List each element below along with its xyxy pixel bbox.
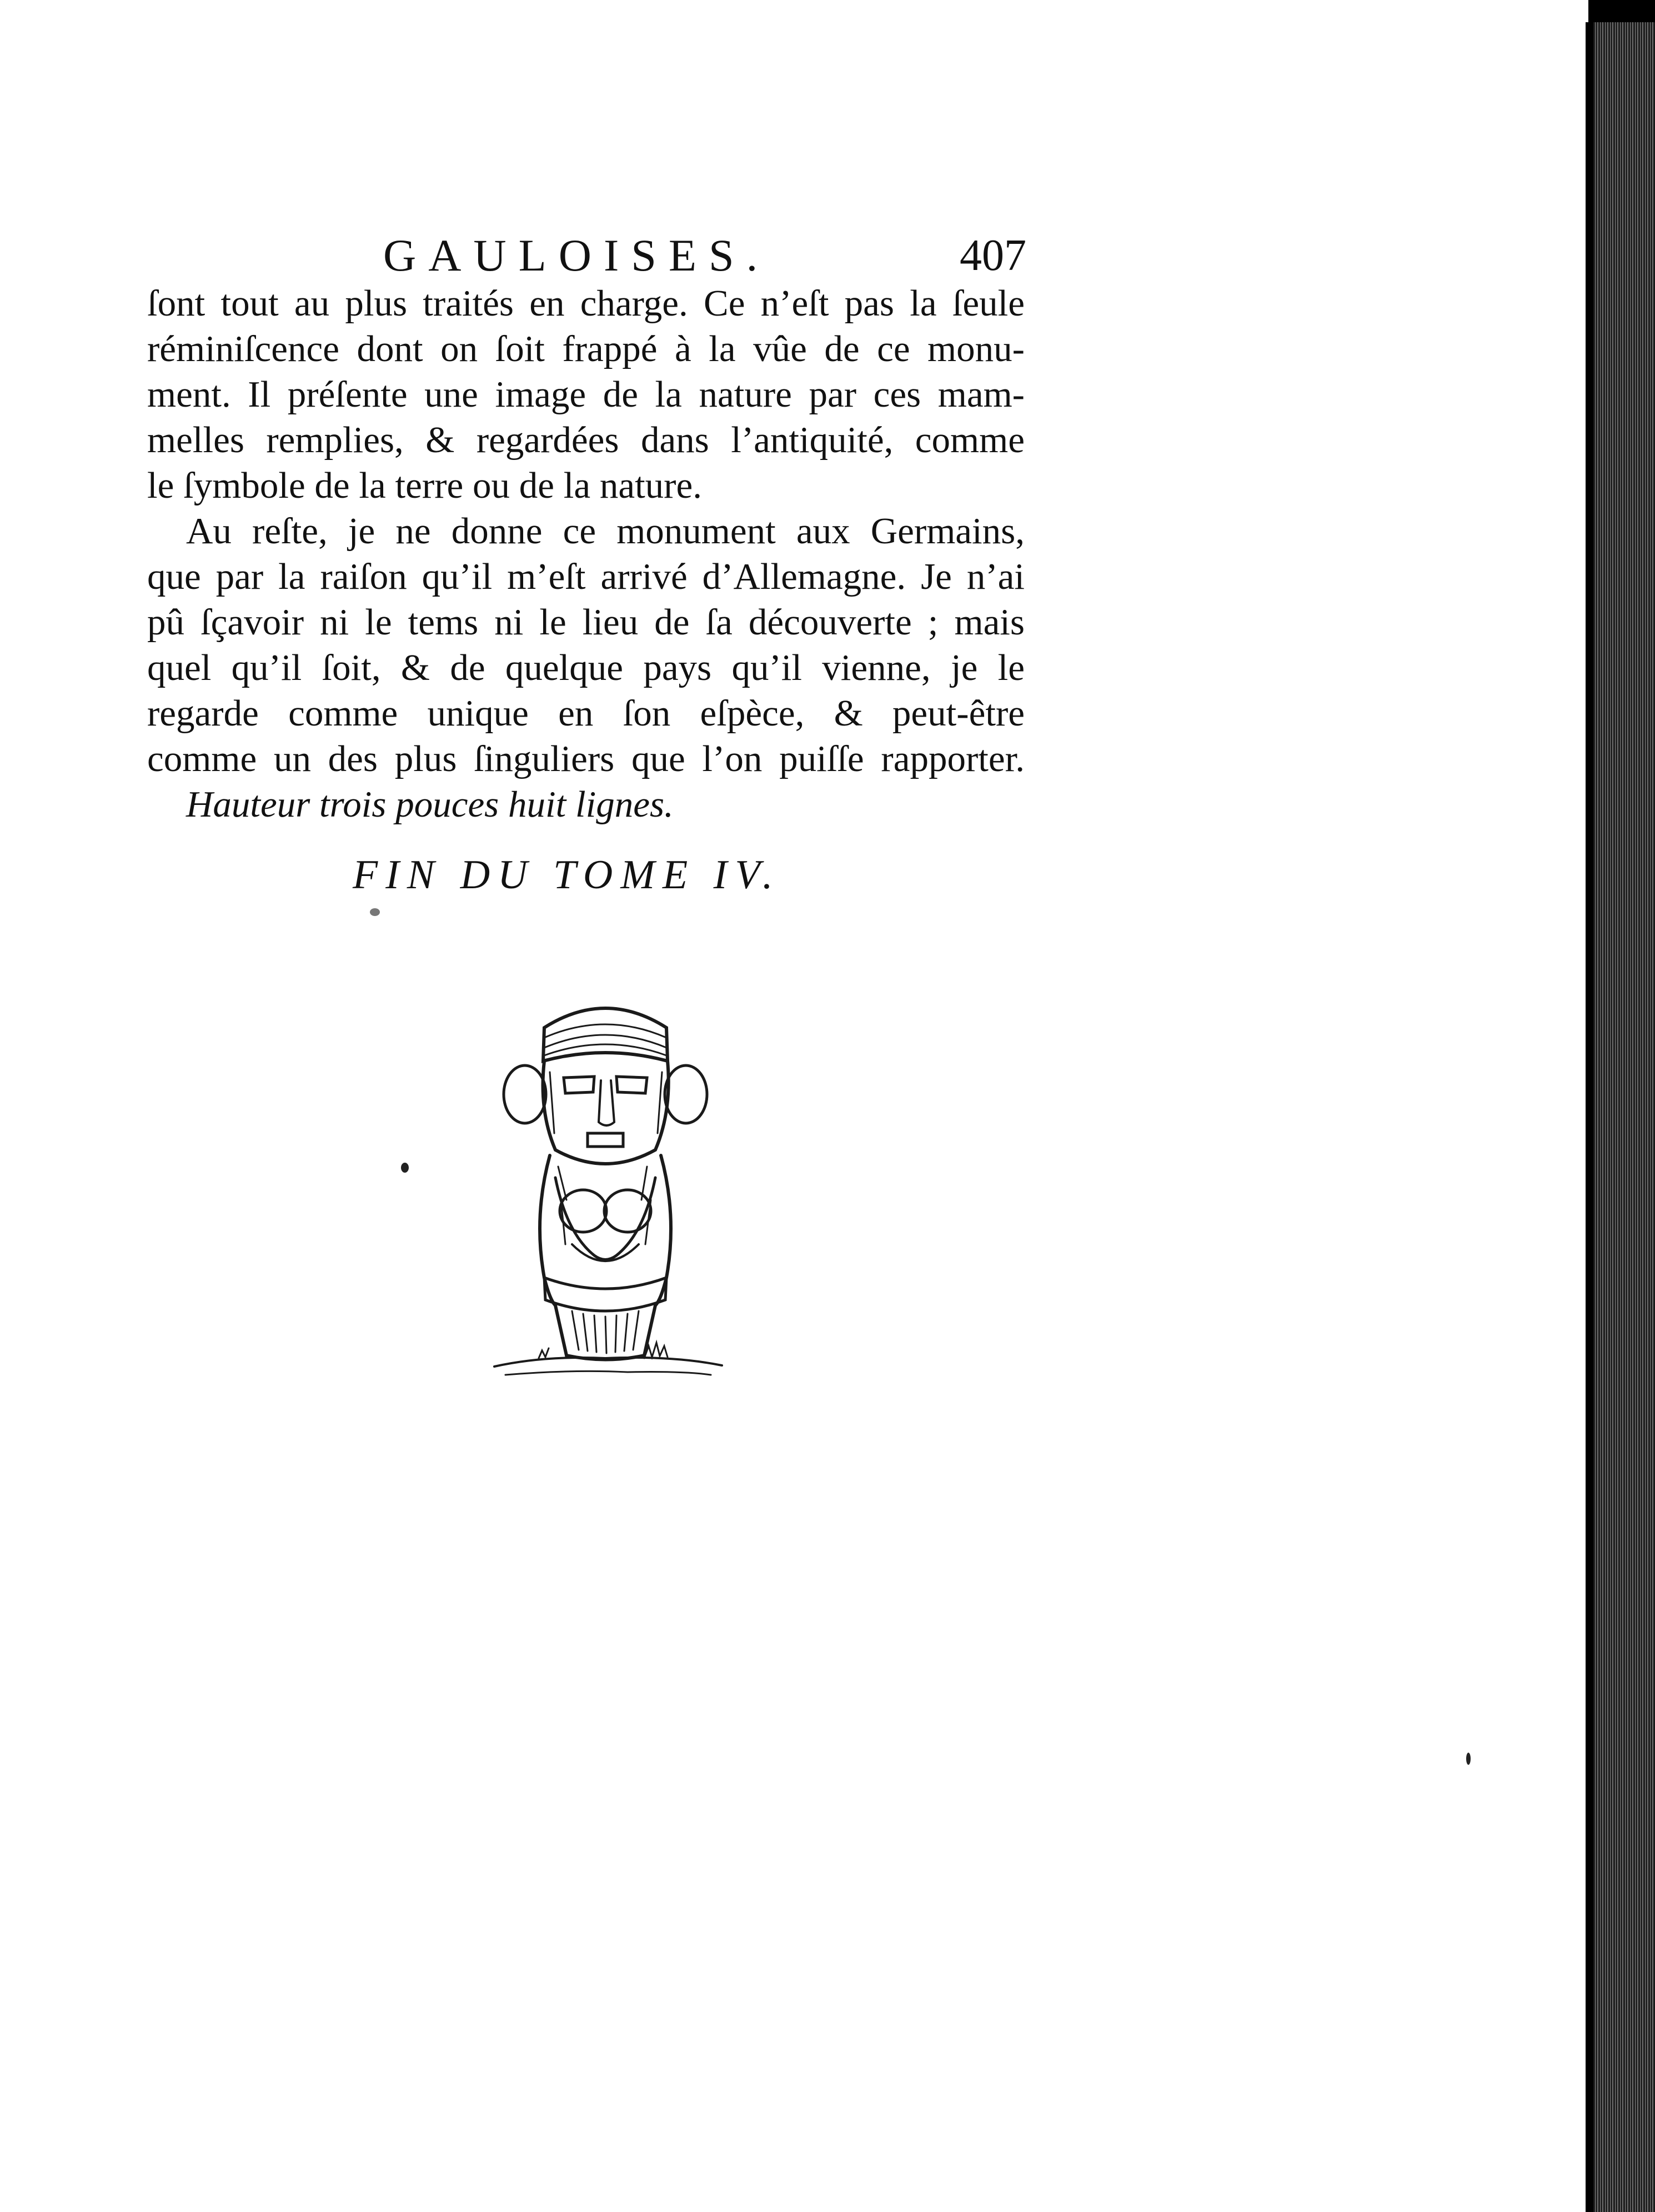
text-line: comme un des plus ſinguliers que l’on puiſſe rapporter. xyxy=(147,738,1025,779)
end-of-volume-title: FIN DU TOME IV. xyxy=(353,852,781,898)
text-line: regarde comme unique en ſon eſpèce, & peut-être xyxy=(147,693,1025,734)
body-text xyxy=(147,281,1025,827)
statuette-engraving xyxy=(461,967,750,1400)
text-line: que par la raiſon qu’il m’eſt arrivé d’Allemagne. Je n’ai xyxy=(147,556,1025,597)
book-page-edges xyxy=(1586,22,1655,2212)
paragraph-1 xyxy=(147,281,1025,508)
text-line: melles remplies, & regardées dans l’antiquité, comme xyxy=(147,419,1025,461)
text-line: le ſymbole de la terre ou de la nature. xyxy=(147,465,702,506)
paragraph-2 xyxy=(147,508,1025,782)
text-line: réminiſcence dont on ſoit frappé à la vûe de ce monu- xyxy=(147,328,1025,369)
text-line: ſont tout au plus traités en charge. Ce n’eſt pas la ſeule xyxy=(147,283,1025,324)
ink-speck xyxy=(401,1163,409,1173)
running-head: GAULOISES. xyxy=(383,230,770,281)
page-number: 407 xyxy=(960,231,1026,280)
text-line: quel qu’il ſoit, & de quelque pays qu’il vienne, je le xyxy=(147,647,1025,688)
text-line: Au reſte, je ne donne ce monument aux Germains, xyxy=(186,511,1025,552)
ink-speck xyxy=(1466,1753,1471,1765)
text-line: ment. Il préſente une image de la nature par ces mam- xyxy=(147,374,1025,415)
page-header xyxy=(383,225,1033,286)
ink-speck xyxy=(370,908,380,916)
text-line: pû ſçavoir ni le tems ni le lieu de ſa découverte ; mais xyxy=(147,602,1025,643)
figure-dimensions-caption: Hauteur trois pouces huit lignes. xyxy=(186,784,674,825)
